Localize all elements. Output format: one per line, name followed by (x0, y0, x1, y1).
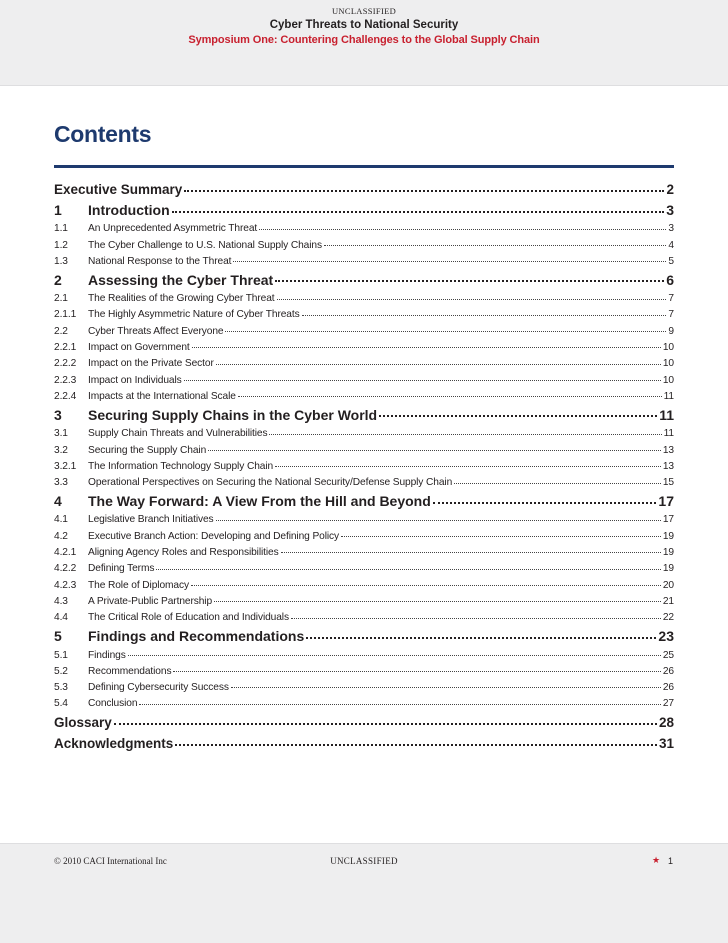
toc-dot-leader (433, 502, 657, 504)
contents-divider (54, 165, 674, 168)
toc-entry-number: 5.1 (54, 649, 68, 661)
toc-entry-page: 22 (662, 612, 674, 624)
toc-entry-page: 3 (666, 202, 674, 218)
toc-dot-leader (454, 483, 661, 484)
toc-dot-leader (172, 211, 665, 213)
toc-entry-page: 27 (662, 698, 674, 710)
toc-entry[interactable] (54, 320, 674, 336)
toc-entry-page: 11 (663, 390, 674, 402)
toc-dot-leader (302, 315, 667, 316)
toc-entry-number: 3 (54, 406, 62, 423)
toc-entry-title: Introduction (88, 202, 170, 218)
toc-dot-leader (128, 655, 661, 656)
toc-entry-page: 26 (662, 665, 674, 677)
toc-entry-number: 4.2.2 (54, 563, 77, 575)
toc-entry-page: 19 (662, 547, 674, 559)
toc-entry-number: 2.2.1 (54, 342, 77, 354)
toc-entry-page: 26 (662, 682, 674, 694)
toc-entry-title: Defining Cybersecurity Success (88, 682, 229, 694)
toc-dot-leader (233, 261, 666, 262)
toc-entry[interactable] (54, 456, 674, 472)
toc-entry[interactable] (54, 591, 674, 607)
toc-entry[interactable] (54, 267, 674, 288)
toc-entry-number: 5.2 (54, 665, 68, 677)
toc-dot-leader (275, 466, 661, 467)
toc-entry[interactable] (54, 251, 674, 267)
toc-entry[interactable] (54, 304, 674, 320)
toc-entry-title: The Way Forward: A View From the Hill and Beyond (88, 493, 431, 510)
toc-entry-title: A Private-Public Partnership (88, 595, 213, 607)
toc-entry-number: 2.2.2 (54, 358, 77, 370)
toc-entry-page: 31 (658, 736, 674, 752)
toc-entry-title: Impact on Government (88, 342, 190, 354)
toc-entry[interactable] (54, 607, 674, 623)
toc-dot-leader (214, 601, 661, 602)
toc-dot-leader (191, 585, 661, 586)
toc-entry-title: Supply Chain Threats and Vulnerabilities (88, 428, 268, 440)
toc-entry-page: 5 (668, 255, 674, 267)
toc-dot-leader (291, 618, 661, 619)
toc-entry-page: 9 (668, 325, 674, 337)
toc-entry-title: Executive Summary (54, 182, 183, 197)
toc-entry[interactable] (54, 730, 674, 751)
toc-entry-title: Conclusion (88, 698, 138, 710)
toc-entry-title: Recommendations (88, 665, 172, 677)
toc-entry[interactable] (54, 439, 674, 455)
toc-entry-page: 2 (666, 182, 674, 197)
toc-entry-page: 21 (662, 595, 674, 607)
toc-entry-page: 20 (662, 579, 674, 591)
toc-entry-page: 7 (668, 309, 674, 321)
toc-entry[interactable] (54, 197, 674, 218)
toc-entry[interactable] (54, 623, 674, 644)
toc-entry-page: 11 (659, 406, 674, 423)
toc-entry-number: 3.2.1 (54, 460, 77, 472)
toc-dot-leader (231, 687, 661, 688)
toc-dot-leader (192, 347, 661, 348)
toc-entry-title: Impact on Individuals (88, 374, 182, 386)
toc-entry-number: 4.3 (54, 595, 68, 607)
toc-entry-title: Securing the Supply Chain (88, 444, 207, 456)
toc-entry-title: The Critical Role of Education and Individuals (88, 612, 289, 624)
toc-dot-leader (225, 331, 666, 332)
toc-dot-leader (175, 744, 657, 746)
toc-entry[interactable] (54, 693, 674, 709)
toc-entry-title: Defining Terms (88, 563, 155, 575)
toc-dot-leader (173, 671, 660, 672)
toc-entry[interactable] (54, 644, 674, 660)
toc-dot-leader (216, 364, 661, 365)
toc-entry[interactable] (54, 369, 674, 385)
toc-entry[interactable] (54, 574, 674, 590)
toc-entry[interactable] (54, 661, 674, 677)
toc-entry-number: 4.2.3 (54, 579, 77, 591)
toc-dot-leader (184, 380, 661, 381)
page-number: 1 (668, 856, 674, 866)
contents-heading: Contents (54, 121, 152, 147)
toc-entry-number: 2.2.3 (54, 374, 77, 386)
toc-entry-page: 15 (662, 477, 674, 489)
toc-entry-title: The Role of Diplomacy (88, 579, 189, 591)
toc-entry-page: 17 (658, 493, 674, 510)
toc-entry[interactable] (54, 353, 674, 369)
toc-dot-leader (184, 190, 664, 192)
toc-dot-leader (324, 245, 666, 246)
toc-entry-title: Glossary (54, 715, 112, 731)
toc-entry-page: 3 (668, 223, 674, 235)
toc-entry[interactable] (54, 709, 674, 730)
toc-entry-page: 10 (662, 342, 674, 354)
toc-entry-number: 3.2 (54, 444, 68, 456)
toc-entry-title: The Information Technology Supply Chain (88, 460, 274, 472)
toc-entry-page: 6 (666, 271, 674, 288)
toc-entry-page: 4 (668, 239, 674, 251)
toc-entry-number: 5 (54, 628, 62, 645)
toc-entry-title: The Realities of the Growing Cyber Threat (88, 293, 275, 305)
toc-entry-title: The Highly Asymmetric Nature of Cyber Threats (88, 309, 300, 321)
toc-entry[interactable] (54, 234, 674, 250)
toc-entry-number: 4.2 (54, 530, 68, 542)
toc-dot-leader (259, 229, 666, 230)
toc-entry[interactable] (54, 337, 674, 353)
toc-entry-title: Legislative Branch Initiatives (88, 514, 214, 526)
toc-entry[interactable] (54, 558, 674, 574)
toc-entry[interactable] (54, 423, 674, 439)
toc-entry-number: 3.3 (54, 477, 68, 489)
toc-entry[interactable] (54, 402, 674, 423)
toc-entry-title: Aligning Agency Roles and Responsibilities (88, 547, 279, 559)
toc-entry-page: 23 (658, 628, 674, 645)
toc-entry-number: 3.1 (54, 428, 68, 440)
toc-entry[interactable] (54, 288, 674, 304)
toc-entry-number: 4.1 (54, 514, 68, 526)
toc-entry-title: The Cyber Challenge to U.S. National Supply Chains (88, 239, 322, 251)
toc-entry-title: An Unprecedented Asymmetric Threat (88, 223, 258, 235)
toc-entry-title: Assessing the Cyber Threat (88, 271, 274, 288)
toc-entry-number: 4 (54, 493, 62, 510)
toc-entry-title: Securing Supply Chains in the Cyber World (88, 406, 378, 423)
toc-entry[interactable] (54, 472, 674, 488)
toc-entry-page: 17 (662, 514, 674, 526)
toc-entry-page: 19 (662, 530, 674, 542)
toc-entry-number: 4.4 (54, 612, 68, 624)
header-classification: UNCLASSIFIED (331, 6, 397, 16)
toc-entry-page: 7 (668, 293, 674, 305)
toc-dot-leader (341, 536, 661, 537)
toc-entry-page: 11 (663, 428, 674, 440)
toc-entry[interactable] (54, 218, 674, 234)
toc-entry[interactable] (54, 488, 674, 509)
toc-entry[interactable] (54, 386, 674, 402)
toc-dot-leader (216, 520, 661, 521)
star-icon: ★ (652, 855, 661, 865)
toc-dot-leader (275, 280, 664, 282)
toc-entry[interactable] (54, 176, 674, 197)
toc-dot-leader (238, 396, 662, 397)
toc-entry-title: Findings (88, 649, 126, 661)
toc-entry-page: 28 (658, 715, 674, 731)
toc-entry-title: Findings and Recommendations (88, 628, 305, 645)
toc-dot-leader (156, 569, 661, 570)
toc-entry[interactable] (54, 677, 674, 693)
toc-entry-number: 2.2.4 (54, 390, 77, 402)
toc-entry-title: National Response to the Threat (88, 255, 232, 267)
toc-entry-page: 25 (662, 649, 674, 661)
toc-dot-leader (269, 434, 661, 435)
toc-dot-leader (277, 299, 667, 300)
document-title: Cyber Threats to National Security (269, 19, 459, 31)
toc-entry-number: 2.2 (54, 325, 68, 337)
toc-dot-leader (281, 552, 661, 553)
toc-entry-title: Operational Perspectives on Securing the National Security/Defense Supply Chain (88, 477, 453, 489)
toc-entry-number: 1.1 (54, 223, 68, 235)
toc-entry-title: Impacts at the International Scale (88, 390, 236, 402)
document-subtitle: Symposium One: Countering Challenges to the Global Supply Chain (188, 34, 540, 46)
toc-entry-page: 13 (662, 460, 674, 472)
toc-dot-leader (208, 450, 661, 451)
toc-entry-number: 5.3 (54, 682, 68, 694)
toc-dot-leader (139, 704, 660, 705)
toc-entry-title: Executive Branch Action: Developing and Defining Policy (88, 530, 340, 542)
toc-entry-page: 10 (662, 358, 674, 370)
table-of-contents (54, 176, 674, 751)
toc-entry-number: 2.1.1 (54, 309, 77, 321)
toc-entry-number: 5.4 (54, 698, 68, 710)
toc-entry-number: 4.2.1 (54, 547, 77, 559)
toc-entry[interactable] (54, 542, 674, 558)
footer-classification: UNCLASSIFIED (330, 856, 398, 866)
toc-entry-number: 1.3 (54, 255, 68, 267)
toc-dot-leader (379, 415, 657, 417)
toc-entry-title: Impact on the Private Sector (88, 358, 214, 370)
footer-copyright: © 2010 CACI International Inc (54, 856, 167, 866)
toc-dot-leader (306, 637, 656, 639)
toc-entry-number: 2.1 (54, 293, 68, 305)
toc-entry[interactable] (54, 509, 674, 525)
toc-dot-leader (114, 723, 657, 725)
toc-entry-title: Cyber Threats Affect Everyone (88, 325, 224, 337)
toc-entry-number: 2 (54, 271, 62, 288)
toc-entry-number: 1 (54, 202, 62, 218)
toc-entry[interactable] (54, 525, 674, 541)
toc-entry-page: 10 (662, 374, 674, 386)
toc-entry-number: 1.2 (54, 239, 68, 251)
toc-entry-page: 19 (662, 563, 674, 575)
toc-entry-page: 13 (662, 444, 674, 456)
toc-entry-title: Acknowledgments (54, 736, 174, 752)
